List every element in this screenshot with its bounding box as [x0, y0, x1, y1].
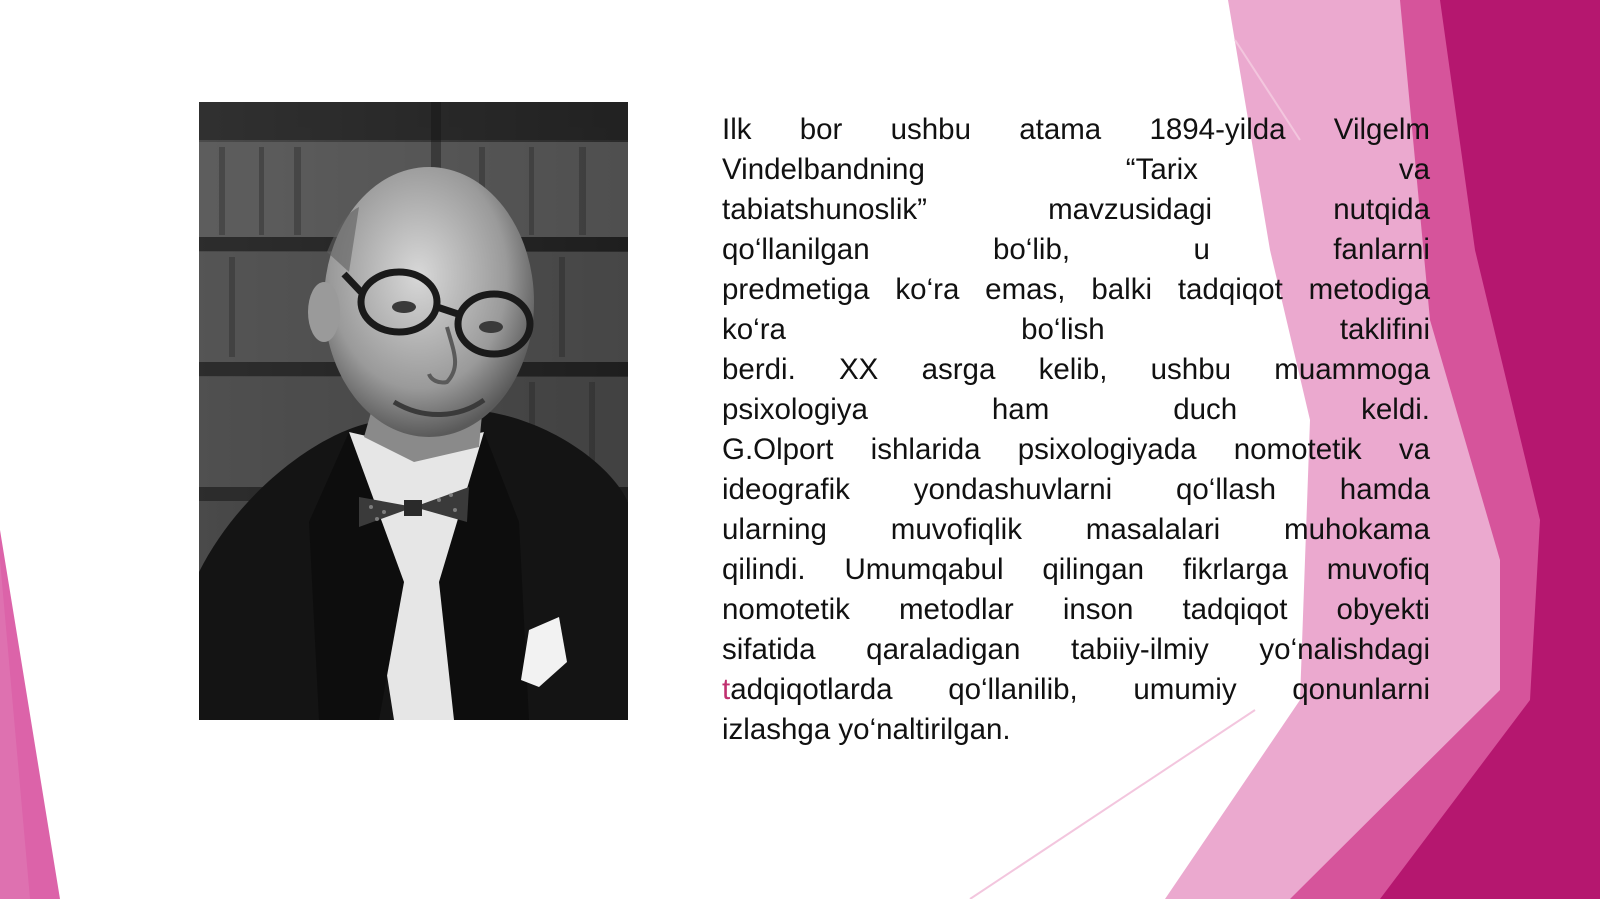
paragraph-line-11: ularning muvofiqlik masalalari muhokama — [722, 513, 1430, 546]
paragraph-line-5: predmetiga ko‘ra emas, balki tadqiqot metodiga — [722, 273, 1430, 306]
paragraph-line-15 — [722, 670, 1430, 710]
paragraph-line-8: psixologiya ham duch keldi. — [722, 393, 1430, 426]
paragraph-line-4: qo‘llanilgan bo‘lib, u fanlarni — [722, 233, 1430, 266]
paragraph-line-9: G.Olport ishlarida psixologiyada nomotetik va — [722, 433, 1430, 466]
paragraph-line-14: sifatida qaraladigan tabiiy-ilmiy yo‘nalishdagi — [722, 633, 1430, 666]
portrait-photo — [199, 102, 628, 720]
paragraph-line-3: tabiatshunoslik” mavzusidagi nutqida — [722, 193, 1430, 226]
paragraph-line-10: ideografik yondashuvlarni qo‘llash hamda — [722, 473, 1430, 506]
paragraph-line-2: Vindelbandning “Tarix va — [722, 153, 1430, 186]
body-paragraph — [722, 110, 1430, 750]
paragraph-line-7: berdi. XX asrga kelib, ushbu muammoga — [722, 353, 1430, 386]
paragraph-line-12: qilindi. Umumqabul qilingan fikrlarga muvofiq — [722, 553, 1430, 586]
paragraph-line-13: nomotetik metodlar inson tadqiqot obyekti — [722, 593, 1430, 626]
paragraph-last-line: izlashga yo‘naltirilgan. — [722, 713, 1011, 746]
accent-first-letter: t — [722, 673, 731, 706]
paragraph-line-6: ko‘ra bo‘lish taklifini — [722, 313, 1430, 346]
paragraph-line-1: Ilk bor ushbu atama 1894-yilda Vilgelm — [722, 113, 1430, 146]
paragraph-line-15-rest: adqiqotlarda qo‘llanilib, umumiy qonunlarni — [730, 673, 1430, 706]
